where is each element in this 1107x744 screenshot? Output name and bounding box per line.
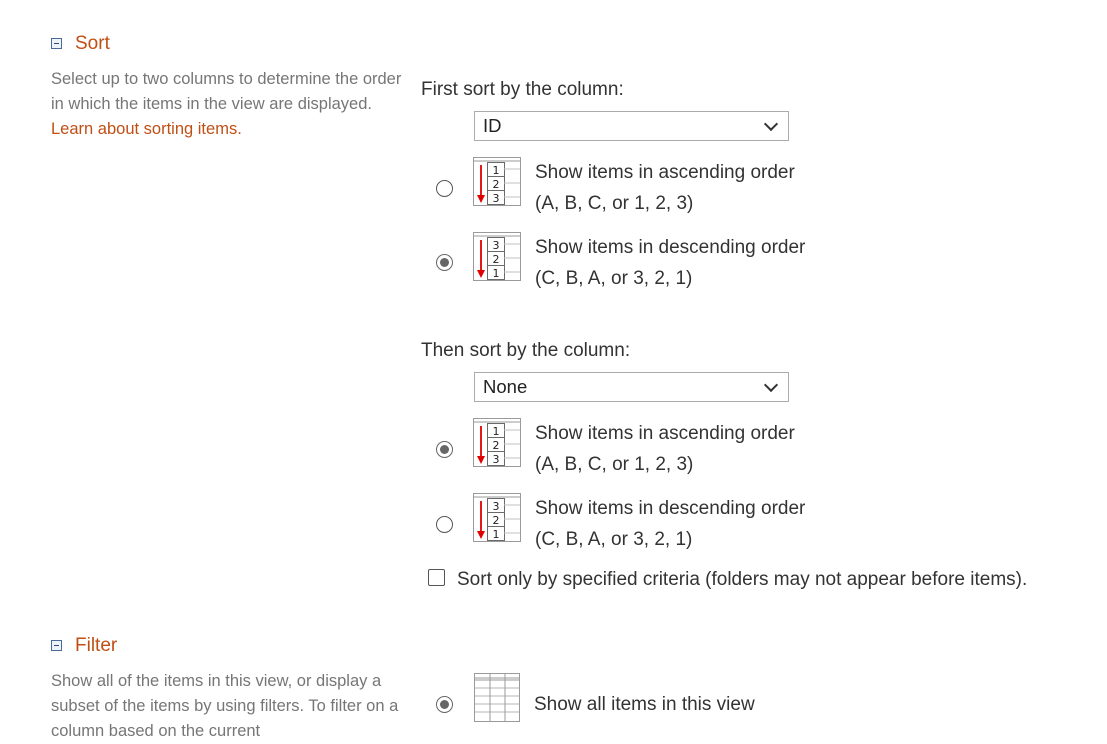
chevron-down-icon (764, 377, 778, 391)
then-sort-selected-value: None (483, 376, 528, 397)
sort-section-title[interactable]: Sort (75, 33, 110, 54)
sort-icon-digit: 1 (492, 528, 500, 541)
then-ascending-line1: Show items in ascending order (535, 423, 795, 444)
first-sort-selected-value: ID (483, 115, 502, 136)
sort-icon-digit: 3 (492, 192, 500, 205)
sort-icon-digit: 1 (492, 425, 500, 438)
sort-icon-digit: 2 (492, 178, 500, 191)
learn-about-sorting-link[interactable]: Learn about sorting items. (51, 120, 242, 138)
show-all-items-radio[interactable] (436, 696, 453, 713)
then-sort-ascending-radio[interactable] (436, 441, 453, 458)
first-descending-line2: (C, B, A, or 3, 2, 1) (535, 268, 693, 289)
show-all-items-icon (474, 673, 521, 723)
sort-icon-digit: 2 (492, 439, 500, 452)
then-sort-ascending-text (535, 418, 795, 480)
sort-icon-digit: 3 (492, 500, 500, 513)
sort-icon-digit: 2 (492, 514, 500, 527)
first-ascending-line2: (A, B, C, or 1, 2, 3) (535, 193, 694, 214)
then-sort-descending-radio[interactable] (436, 516, 453, 533)
first-sort-column-select[interactable] (474, 111, 789, 141)
sort-icon-digit: 2 (492, 253, 500, 266)
filter-description: Show all of the items in this view, or display a subset of the items by using filters. To filter on a column based on the current (51, 672, 399, 740)
sort-description (51, 67, 403, 142)
sort-icon-digit: 1 (492, 164, 500, 177)
then-descending-line2: (C, B, A, or 3, 2, 1) (535, 529, 693, 550)
filter-collapse-toggle-icon[interactable] (51, 640, 62, 651)
sort-icon-digit: 1 (492, 267, 500, 280)
descending-order-icon (473, 493, 522, 543)
first-sort-label: First sort by the column: (421, 79, 624, 100)
filter-section-title[interactable]: Filter (75, 635, 118, 656)
first-sort-descending-radio[interactable] (436, 254, 453, 271)
sort-only-specified-label[interactable]: Sort only by specified criteria (folders may not appear before items). (457, 569, 1028, 590)
first-ascending-line1: Show items in ascending order (535, 162, 795, 183)
then-sort-descending-text (535, 493, 805, 555)
descending-order-icon (473, 232, 522, 282)
chevron-down-icon (764, 116, 778, 130)
sort-collapse-toggle-icon[interactable] (51, 38, 62, 49)
sort-description-text: Select up to two columns to determine the order in which the items in the view are displayed. (51, 70, 402, 113)
show-all-items-label: Show all items in this view (534, 694, 755, 715)
first-sort-ascending-text (535, 157, 795, 219)
then-descending-line1: Show items in descending order (535, 498, 806, 519)
first-sort-descending-text (535, 232, 805, 294)
then-ascending-line2: (A, B, C, or 1, 2, 3) (535, 454, 694, 475)
sort-icon-digit: 3 (492, 453, 500, 466)
then-sort-label: Then sort by the column: (421, 340, 631, 361)
sort-icon-digit: 3 (492, 239, 500, 252)
sort-only-specified-checkbox[interactable] (428, 569, 445, 586)
ascending-order-icon (473, 157, 522, 207)
first-descending-line1: Show items in descending order (535, 237, 806, 258)
ascending-order-icon (473, 418, 522, 468)
then-sort-column-select[interactable] (474, 372, 789, 402)
first-sort-ascending-radio[interactable] (436, 180, 453, 197)
